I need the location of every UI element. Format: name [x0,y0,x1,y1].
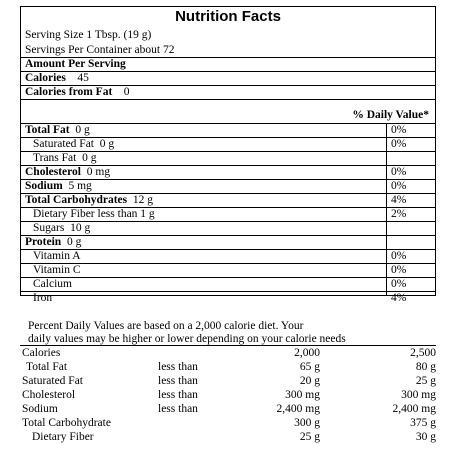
nutrient-name: Dietary Fiber less than 1 g [33,208,155,220]
nutrient-row [21,250,435,263]
nutrient-amount: 10 g [70,222,91,234]
footnote-value-2500: 300 mg [401,389,436,401]
footnote-value-2500: 375 g [410,417,436,429]
nutrient-amount: 0 mg [86,166,111,178]
nutrient-amount: 12 g [132,194,153,206]
nutrient-row [21,222,435,235]
footnote-value-2500: 2,500 [410,347,436,359]
footnote-qualifier: less than [158,403,198,415]
nutrient-row [21,292,435,305]
nutrient-row [21,138,435,151]
nutrient-daily-value: 0% [391,180,407,192]
calories-row [21,72,435,85]
nutrient-name: Total Fat [25,124,70,136]
daily-value-header-row [21,109,435,122]
calories-from-fat-row [21,86,435,99]
nutrient-amount: 0 g [82,152,97,164]
calories-value: 45 [77,72,89,84]
footnote-nutrient: Calories [22,347,61,359]
nutrient-name: Saturated Fat [33,138,94,150]
nutrient-daily-value: 2% [391,208,407,220]
nutrient-name: Total Carbohydrates [25,194,128,206]
nutrient-row [21,194,435,207]
footnote-line-1: Percent Daily Values are based on a 2,000 calorie diet. Your [28,320,304,332]
footnote-value-2000: 65 g [299,361,320,373]
nutrient-amount: 5 mg [68,180,92,192]
nutrient-daily-value: 0% [391,264,407,276]
nutrient-row [21,236,435,249]
daily-value-header: % Daily Value* [352,109,429,121]
nutrient-row [21,180,435,193]
nutrient-daily-value: 0% [391,124,407,136]
nutrient-name: Vitamin A [33,250,81,262]
footnote-value-2000: 2,400 mg [276,403,320,415]
nutrient-amount: 0 g [75,124,90,136]
footnote-qualifier: less than [158,389,198,401]
calories-label: Calories [25,72,66,84]
nutrient-amount: 0 g [66,236,82,248]
footnote-nutrient: Saturated Fat [22,375,83,387]
nutrient-name: Sodium [25,180,63,192]
footnote-qualifier: less than [158,375,198,387]
footnote-value-2500: 2,400 mg [392,403,436,415]
nutrient-daily-value: 0% [391,138,407,150]
nutrient-name: Sugars [33,222,65,234]
nutrient-name: Trans Fat [33,152,77,164]
footnote-qualifier: less than [158,361,198,373]
footnote-divider [20,345,436,346]
footnote-value-2000: 300 g [294,417,320,429]
footnote-nutrient: Total Fat [26,361,68,373]
footnote-line-2: daily values may be higher or lower depending on your calorie needs [28,333,346,345]
nutrient-daily-value: 0% [391,278,407,290]
footnote-nutrient: Total Carbohydrate [22,417,111,429]
nutrient-row [21,124,435,137]
divider [21,99,435,100]
nutrient-row [21,166,435,179]
calories-from-fat-label: Calories from Fat [25,86,113,98]
nutrient-daily-value: 4% [391,292,407,304]
nutrient-name: Protein [25,236,62,248]
nutrient-daily-value: 4% [391,194,407,206]
nutrient-daily-value: 0% [391,250,407,262]
footnote-value-2500: 80 g [415,361,436,373]
nutrient-row [21,208,435,221]
nutrient-amount: 0 g [99,138,115,150]
amount-per-serving-row [21,58,435,71]
footnote-value-2000: 300 mg [285,389,320,401]
footnote-value-2500: 25 g [415,375,436,387]
nutrition-facts-label [20,6,436,304]
serving-size: Serving Size 1 Tbsp. (19 g) [25,29,152,41]
nutrient-name: Cholesterol [25,166,82,178]
label-title: Nutrition Facts [175,8,281,25]
footnote-nutrient: Sodium [22,403,58,415]
nutrient-row [21,264,435,277]
footnote-nutrient: Dietary Fiber [32,431,94,443]
servings-per-container: Servings Per Container about 72 [25,44,175,56]
nutrient-name: Calcium [33,278,72,290]
nutrient-name: Iron [33,292,53,304]
calories-from-fat-value: 0 [123,86,130,98]
amount-per-serving: Amount Per Serving [25,58,126,70]
footnote-value-2000: 2,000 [294,347,320,359]
footnote-nutrient: Cholesterol [22,389,76,401]
footnote-value-2000: 20 g [299,375,320,387]
nutrient-row [21,278,435,291]
footnote-value-2500: 30 g [415,431,436,443]
nutrient-name: Vitamin C [33,264,81,276]
nutrient-daily-value: 0% [391,166,407,178]
nutrient-row [21,152,435,165]
footnote-value-2000: 25 g [299,431,320,443]
